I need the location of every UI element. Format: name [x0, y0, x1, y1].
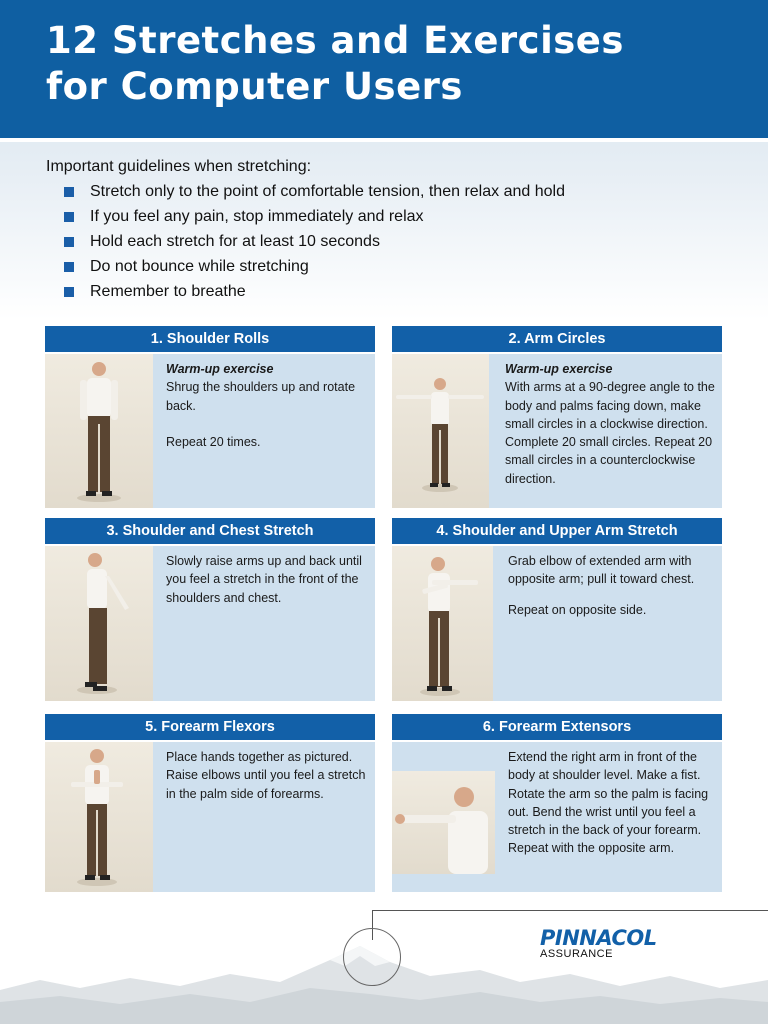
exercise-card-forearm-flexors	[45, 714, 375, 892]
card-text: Place hands together as pictured. Raise elbows until you feel a stretch in the palm side of forearms.	[166, 750, 366, 801]
card-description	[166, 748, 366, 803]
person-arm-stretch-icon	[392, 546, 493, 701]
card-text-repeat: Repeat 20 times.	[166, 434, 261, 449]
card-title: 1. Shoulder Rolls	[45, 326, 375, 354]
exercise-card-shoulder-chest-stretch	[45, 518, 375, 701]
square-bullet-icon	[64, 187, 74, 197]
card-body	[392, 546, 722, 701]
card-text: Shrug the shoulders up and rotate back.	[166, 380, 356, 413]
card-body	[45, 546, 375, 701]
card-text: Grab elbow of extended arm with opposite arm; pull it toward chest.	[508, 554, 695, 587]
card-text: Slowly raise arms up and back until you feel a stretch in the front of the shoulders and chest.	[166, 554, 362, 605]
exercise-photo	[45, 354, 153, 508]
exercise-card-shoulder-rolls	[45, 326, 375, 508]
page-title	[46, 18, 746, 110]
footer-rule	[372, 910, 768, 911]
person-standing-icon	[45, 354, 153, 508]
logo-circle-mark	[343, 928, 401, 986]
card-body	[392, 742, 722, 892]
card-title: 6. Forearm Extensors	[392, 714, 722, 742]
guideline-text: Stretch only to the point of comfortable tension, then relax and hold	[90, 183, 565, 200]
card-body	[45, 742, 375, 892]
card-title: 5. Forearm Flexors	[45, 714, 375, 742]
card-body	[392, 354, 722, 508]
card-description	[505, 360, 717, 488]
pinnacol-logo	[540, 926, 657, 960]
logo-name: PINNACOL	[540, 926, 657, 950]
square-bullet-icon	[64, 262, 74, 272]
logo-subtitle: ASSURANCE	[540, 948, 613, 960]
exercise-card-forearm-extensors	[392, 714, 722, 892]
guidelines-intro: Important guidelines when stretching:	[46, 158, 312, 175]
person-arms-out-icon	[392, 354, 489, 508]
person-side-view-icon	[45, 546, 153, 701]
square-bullet-icon	[64, 287, 74, 297]
guideline-text: Hold each stretch for at least 10 seconds	[90, 233, 380, 250]
title-line-2: for Computer Users	[46, 65, 463, 108]
card-text-repeat: Repeat on opposite side.	[508, 602, 647, 617]
exercise-photo	[392, 771, 495, 874]
card-text: Extend the right arm in front of the body at shoulder level. Make a fist. Rotate the arm so the palm is facing out. Bend the wrist until you feel a stretch in the back of your forearm. Repeat with the opposite arm.	[508, 750, 709, 856]
exercise-photo	[392, 546, 493, 701]
guideline-item	[46, 233, 746, 258]
card-title: 2. Arm Circles	[392, 326, 722, 354]
guidelines-list	[46, 183, 746, 308]
exercise-photo	[45, 546, 153, 701]
square-bullet-icon	[64, 212, 74, 222]
guidelines-section	[46, 158, 746, 308]
card-description	[508, 552, 718, 619]
card-subtitle: Warm-up exercise	[505, 362, 613, 376]
guideline-text: Remember to breathe	[90, 283, 246, 300]
card-title: 4. Shoulder and Upper Arm Stretch	[392, 518, 722, 546]
exercise-photo	[45, 742, 153, 892]
card-description	[508, 748, 718, 858]
guideline-text: Do not bounce while stretching	[90, 258, 309, 275]
square-bullet-icon	[64, 237, 74, 247]
guideline-item	[46, 258, 746, 283]
title-line-1: 12 Stretches and Exercises	[46, 19, 624, 62]
card-description	[166, 552, 366, 607]
guideline-text: If you feel any pain, stop immediately and relax	[90, 208, 424, 225]
exercise-card-arm-circles	[392, 326, 722, 508]
card-subtitle: Warm-up exercise	[166, 362, 274, 376]
guideline-item	[46, 208, 746, 233]
card-body	[45, 354, 375, 508]
card-text: With arms at a 90-degree angle to the body and palms facing down, make small circles in a clockwise direction. Complete 20 small circles. Repeat 20 small circles in a counterclockwise direction.	[505, 380, 715, 486]
exercise-photo	[392, 354, 489, 508]
guideline-item	[46, 283, 746, 308]
exercise-card-shoulder-upper-arm-stretch	[392, 518, 722, 701]
card-description	[166, 360, 366, 451]
guideline-item	[46, 183, 746, 208]
person-arm-extended-icon	[392, 771, 495, 874]
header-banner	[0, 0, 768, 142]
person-hands-together-icon	[45, 742, 153, 892]
card-title: 3. Shoulder and Chest Stretch	[45, 518, 375, 546]
